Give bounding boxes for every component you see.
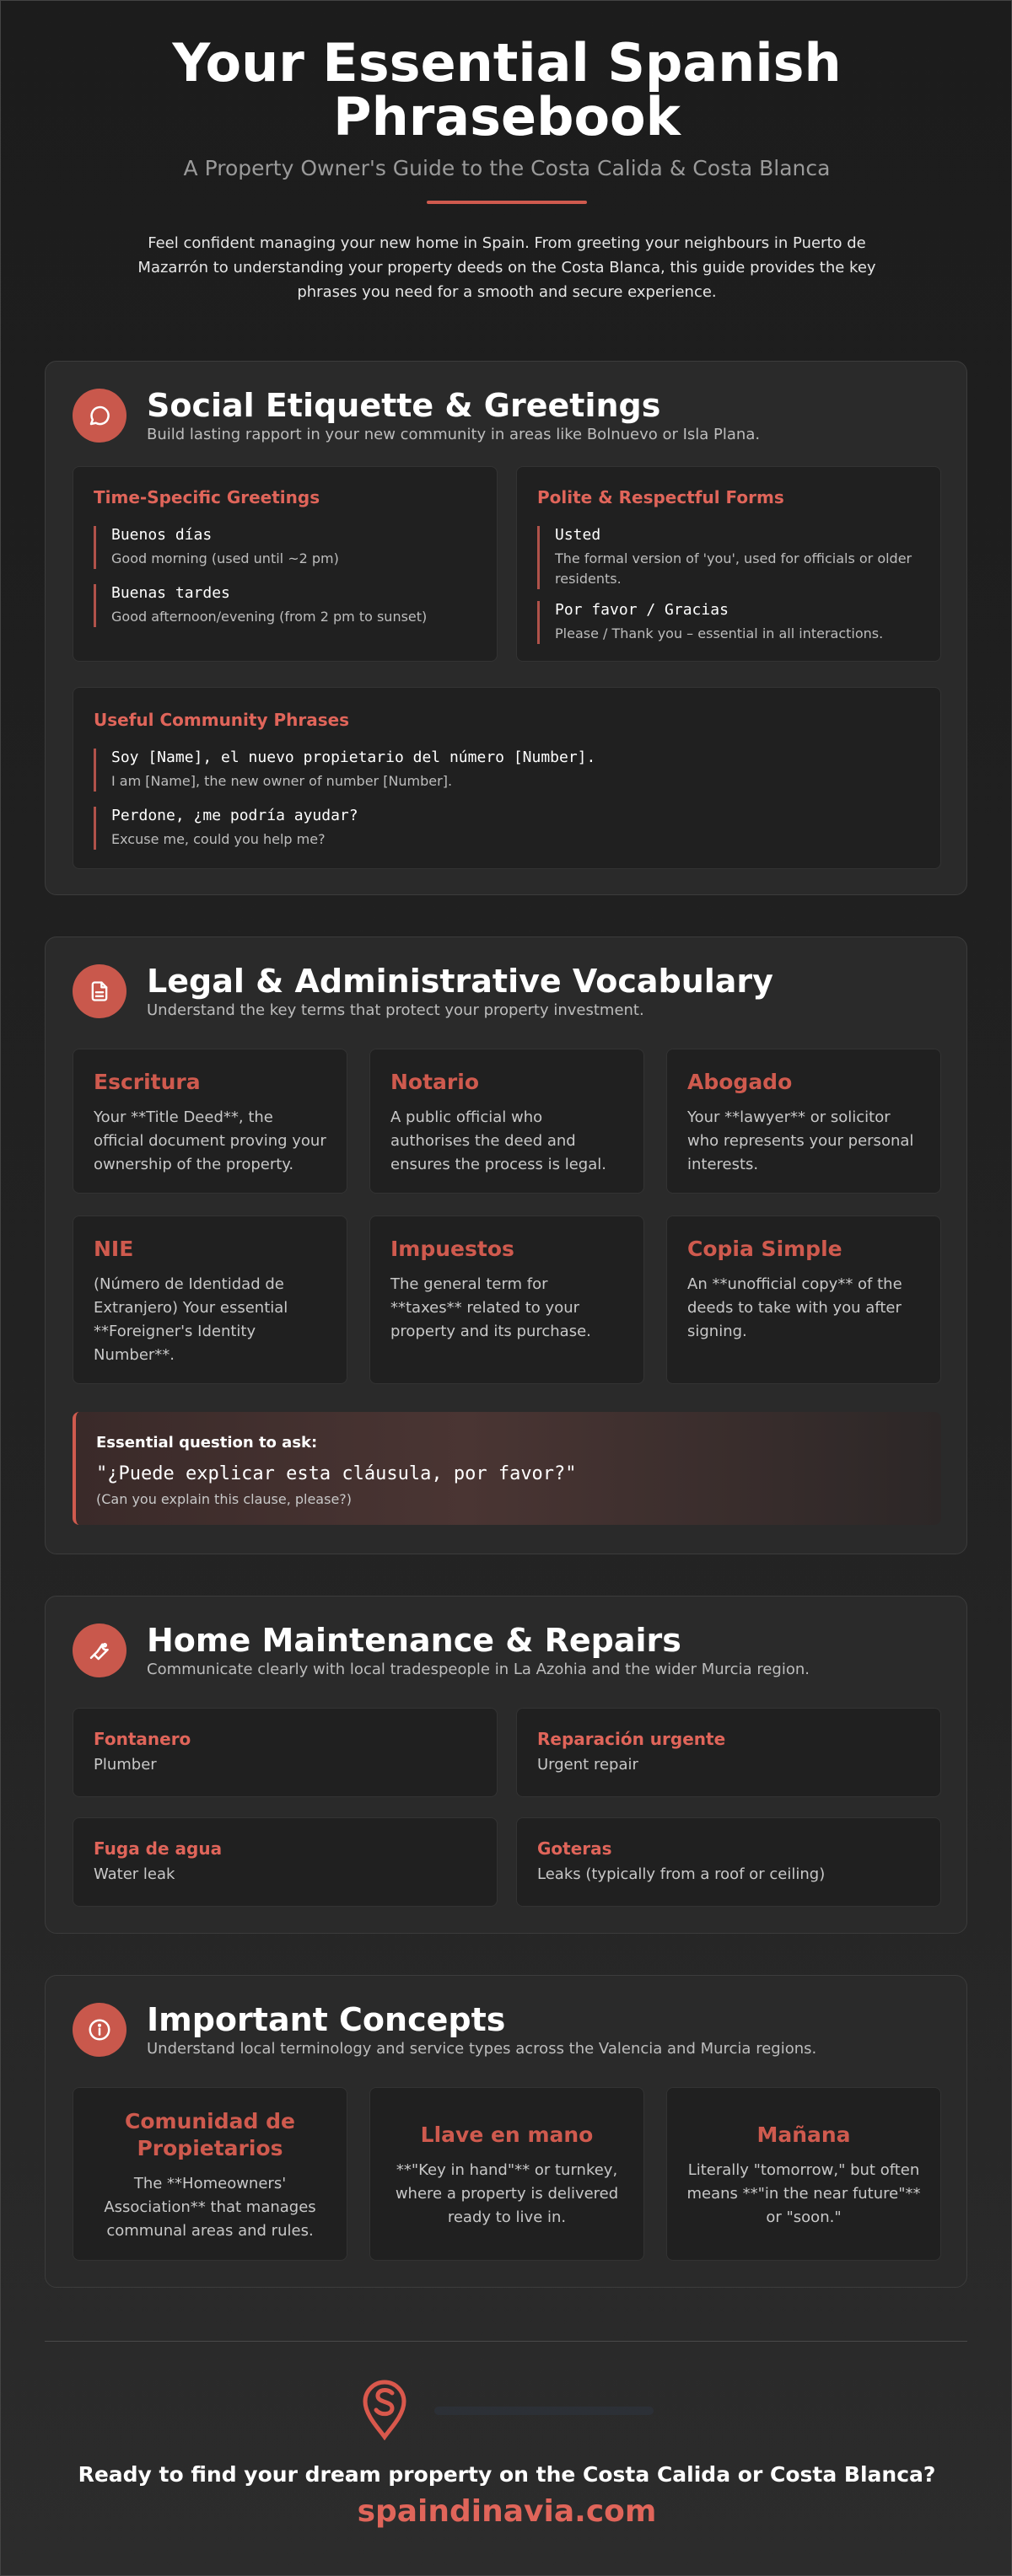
intro-text: Feel confident managing your new home in Spain. From greeting your neighbours in Puerto de Mazarrón to understanding your property deeds on the Costa Blanca, this guide provides the key phrases you need for a smooth and secure experience.: [137, 234, 876, 301]
repair-card: [516, 1708, 941, 1797]
phrase-english: I am [Name], the new owner of number [Number].: [111, 773, 453, 789]
concept-term: Comunidad de Propietarios: [125, 2109, 295, 2160]
vocab-definition: The general term for **taxes** related to your property and its purchase.: [390, 1275, 591, 1340]
card-title: Time-Specific Greetings: [94, 487, 320, 507]
phrase-item: [94, 526, 476, 569]
document-icon: [73, 964, 126, 1018]
phrase-item: [94, 584, 476, 627]
repair-term: Reparación urgente: [537, 1729, 726, 1749]
footer-cta: Ready to find your dream property on the Costa Calida or Costa Blanca?: [78, 2462, 936, 2487]
phrase-english: Good morning (used until ~2 pm): [111, 550, 339, 566]
card-title: Polite & Respectful Forms: [537, 487, 784, 507]
phrase-english: The formal version of 'you', used for officials or older residents.: [555, 550, 912, 587]
section-subtitle: Communicate clearly with local tradespeople in La Azohia and the wider Murcia region.: [147, 1661, 810, 1678]
title-divider: [427, 201, 587, 204]
vocab-term: Notario: [390, 1070, 479, 1094]
section-title: Legal & Administrative Vocabulary: [147, 963, 773, 1000]
repair-card: [73, 1817, 498, 1907]
community-card: [73, 687, 941, 869]
section-title: Home Maintenance & Repairs: [147, 1622, 681, 1659]
vocab-definition: A public official who authorises the deed and ensures the process is legal.: [390, 1108, 606, 1173]
concept-definition: Literally "tomorrow," but often means **"in the near future"** or "soon.": [686, 2161, 921, 2226]
wrench-icon: [73, 1623, 126, 1677]
phrase-item: [94, 749, 920, 792]
vocab-definition: An **unofficial copy** of the deeds to take with you after signing.: [687, 1275, 902, 1340]
vocab-definition: Your **Title Deed**, the official document proving your ownership of the property.: [94, 1108, 326, 1173]
chat-bubble-icon: [73, 389, 126, 443]
phrase-spanish: Soy [Name], el nuevo propietario del número [Number].: [111, 749, 596, 766]
vocab-term: Abogado: [687, 1070, 793, 1094]
vocab-card: [73, 1216, 347, 1384]
phrase-spanish: Por favor / Gracias: [555, 601, 729, 619]
concept-definition: **"Key in hand"** or turnkey, where a property is delivered ready to live in.: [395, 2161, 619, 2226]
card-title: Useful Community Phrases: [94, 710, 350, 730]
vocab-card: [369, 1216, 644, 1384]
vocab-card: [73, 1049, 347, 1194]
page-header: [1, 1, 1012, 304]
greetings-card: [73, 466, 498, 662]
page-title: Your Essential Spanish Phrasebook: [172, 32, 842, 148]
concept-term: Mañana: [756, 2123, 851, 2147]
phrasebook-page: [1, 1, 1012, 2529]
polite-card: [516, 466, 941, 662]
website-link[interactable]: spaindinavia.com: [357, 2494, 657, 2529]
phrase-spanish: Perdone, ¿me podría ayudar?: [111, 807, 358, 824]
callout-label: Essential question to ask:: [96, 1434, 318, 1452]
repair-card: [73, 1708, 498, 1797]
brand-logo: [362, 2378, 665, 2440]
section-title: Important Concepts: [147, 2001, 506, 2038]
repair-card: [516, 1817, 941, 1907]
repair-definition: Urgent repair: [537, 1756, 638, 1774]
vocab-term: NIE: [94, 1237, 134, 1261]
phrase-english: Good afternoon/evening (from 2 pm to sunset): [111, 609, 428, 625]
repair-definition: Leaks (typically from a roof or ceiling): [537, 1865, 826, 1883]
info-icon: [73, 2003, 126, 2057]
concept-definition: The **Homeowners' Association** that manages communal areas and rules.: [104, 2175, 316, 2240]
callout-spanish: "¿Puede explicar esta cláusula, por favor?": [96, 1463, 577, 1484]
phrase-item: [537, 601, 920, 644]
vocab-term: Impuestos: [390, 1237, 514, 1261]
concept-card: [369, 2087, 644, 2261]
repair-term: Fuga de agua: [94, 1838, 223, 1859]
vocab-card: [666, 1216, 941, 1384]
social-section: [45, 361, 967, 895]
section-subtitle: Understand local terminology and service types across the Valencia and Murcia regions.: [147, 2040, 817, 2058]
concepts-section: [45, 1975, 967, 2288]
concept-card: [666, 2087, 941, 2261]
vocab-definition: (Número de Identidad de Extranjero) Your essential **Foreigner's Identity Number**.: [94, 1275, 288, 1364]
phrase-spanish: Buenas tardes: [111, 584, 230, 602]
vocab-card: [369, 1049, 644, 1194]
repair-definition: Water leak: [94, 1865, 175, 1883]
concept-term: Llave en mano: [420, 2123, 594, 2147]
footer-divider: [45, 2341, 967, 2342]
phrase-spanish: Buenos días: [111, 526, 213, 544]
repair-term: Fontanero: [94, 1729, 191, 1749]
vocab-term: Copia Simple: [687, 1237, 842, 1261]
phrase-item: [537, 526, 920, 589]
vocab-card: [666, 1049, 941, 1194]
phrase-english: Excuse me, could you help me?: [111, 831, 326, 847]
section-subtitle: Build lasting rapport in your new community in areas like Bolnuevo or Isla Plana.: [147, 426, 761, 443]
repair-term: Goteras: [537, 1838, 612, 1859]
phrase-item: [94, 807, 920, 850]
maintenance-section: [45, 1596, 967, 1934]
legal-section: [45, 936, 967, 1554]
callout-english: (Can you explain this clause, please?): [96, 1491, 353, 1507]
repair-definition: Plumber: [94, 1756, 157, 1774]
phrase-spanish: Usted: [555, 526, 601, 544]
section-title: Social Etiquette & Greetings: [147, 387, 661, 424]
vocab-definition: Your **lawyer** or solicitor who represents your personal interests.: [687, 1108, 914, 1173]
essential-question-callout: [73, 1412, 941, 1525]
vocab-term: Escritura: [94, 1070, 201, 1094]
concept-card: [73, 2087, 347, 2261]
location-pin-s-icon: [362, 2378, 665, 2440]
page-subtitle: A Property Owner's Guide to the Costa Calida & Costa Blanca: [183, 156, 831, 180]
section-subtitle: Understand the key terms that protect your property investment.: [147, 1001, 644, 1019]
phrase-english: Please / Thank you – essential in all interactions.: [555, 625, 884, 641]
